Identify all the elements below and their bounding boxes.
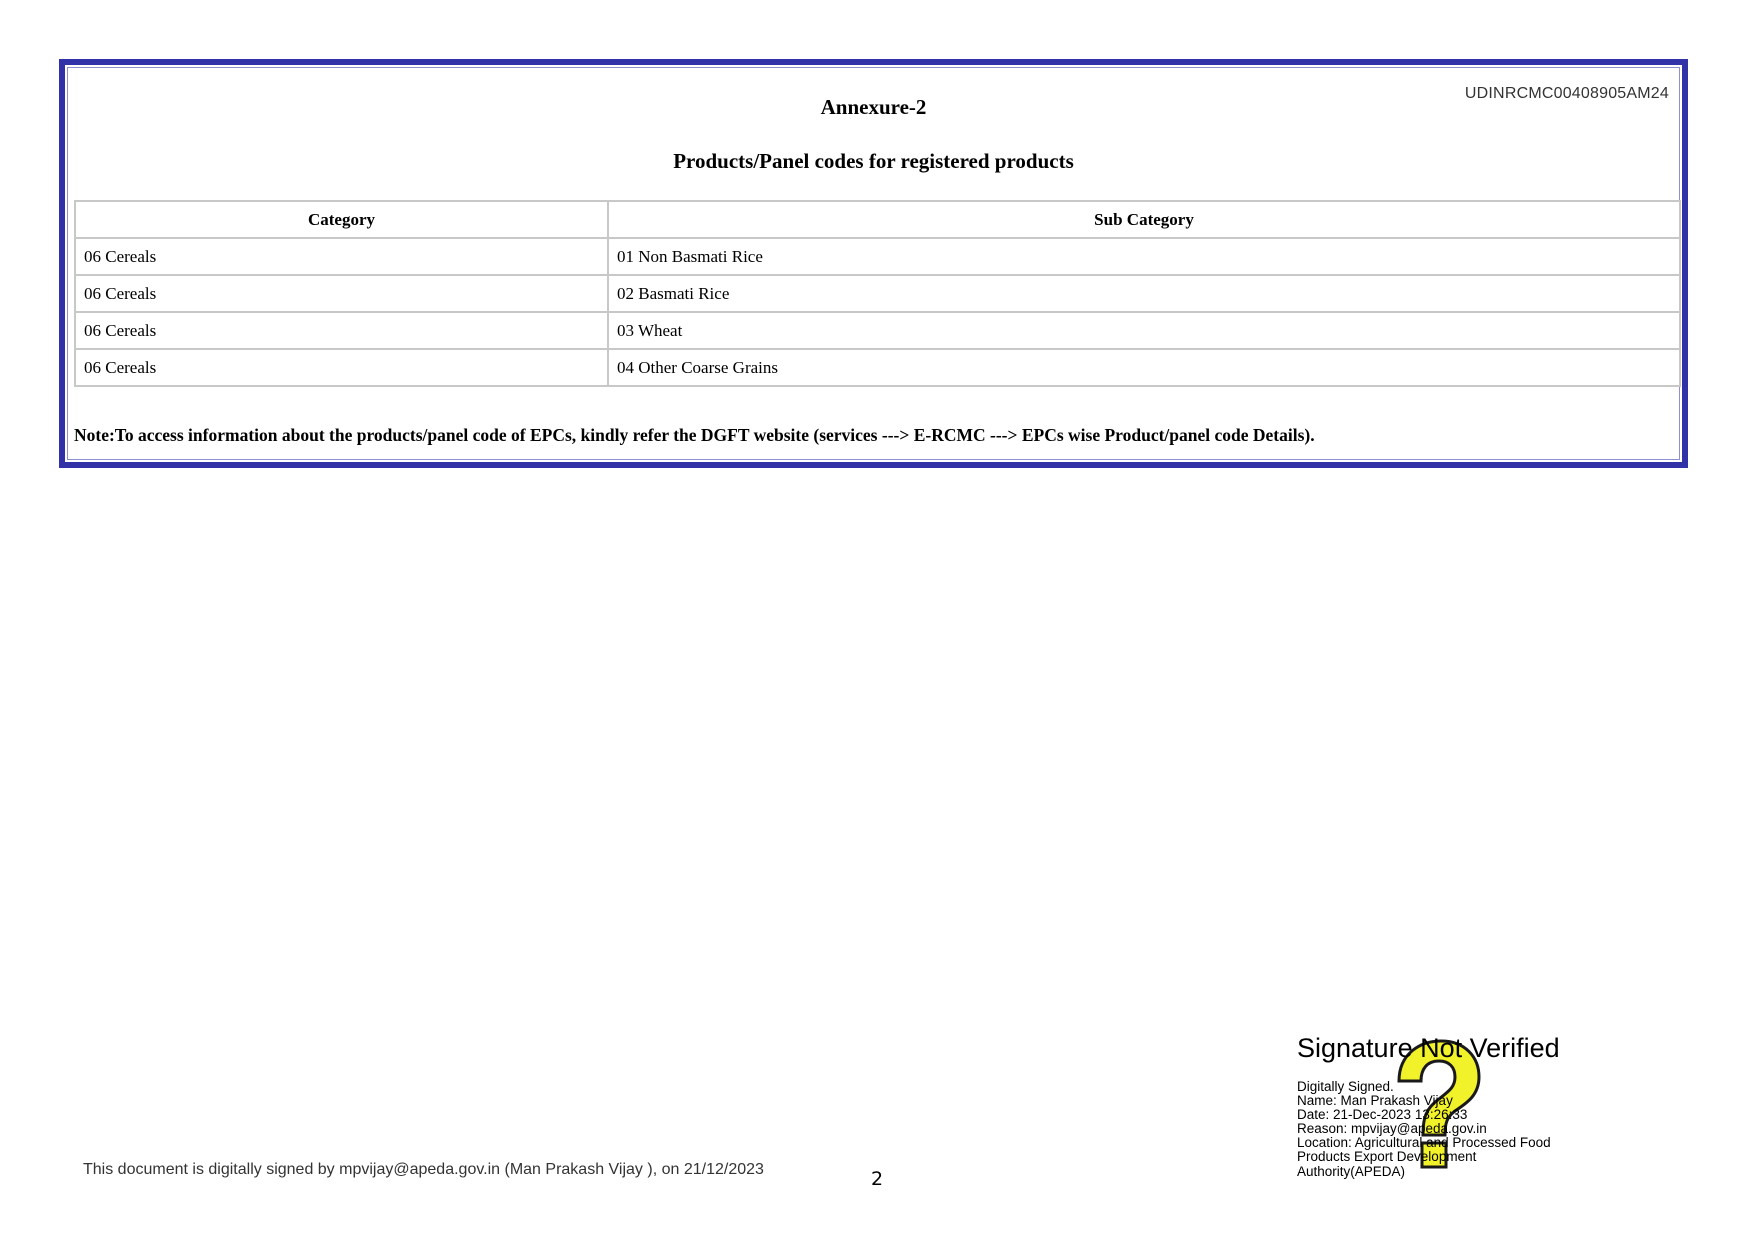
signature-detail-line: Date: 21-Dec-2023 13:26:33	[1297, 1107, 1468, 1123]
udin-number: UDINRCMC00408905AM24	[1464, 85, 1669, 102]
category-cell: 06 Cereals	[75, 312, 608, 349]
column-header-category: Category	[75, 201, 608, 238]
category-cell: 06 Cereals	[75, 238, 608, 275]
annexure-frame-inner	[67, 67, 1680, 460]
annexure-subtitle: Products/Panel codes for registered products	[673, 149, 1074, 173]
signature-detail-line: Products Export Development	[1297, 1149, 1477, 1165]
sub-category-cell: 02 Basmati Rice	[608, 275, 1680, 312]
signature-detail-line: Location: Agricultural and Processed Food	[1297, 1135, 1551, 1151]
category-cell: 06 Cereals	[75, 349, 608, 386]
sub-category-cell: 03 Wheat	[608, 312, 1680, 349]
signature-block	[1297, 1033, 1597, 1183]
table-row	[75, 275, 1680, 312]
table-header-row	[75, 201, 1680, 238]
column-header-sub-category: Sub Category	[608, 201, 1680, 238]
annexure-frame	[59, 59, 1688, 468]
page-number: 2	[871, 1168, 884, 1190]
signature-status: Signature Not Verified	[1297, 1033, 1560, 1063]
signature-detail-line: Digitally Signed.	[1297, 1079, 1394, 1094]
product-codes-table	[74, 200, 1681, 387]
signature-detail-line: Authority(APEDA)	[1297, 1163, 1406, 1179]
dgft-note: Note:To access information about the products/panel code of EPCs, kindly refer the DGFT website (services ---> E-RCMC ---> EPCs wise Product/panel code Details).	[74, 425, 1315, 445]
digital-signature-footer: This document is digitally signed by mpvijay@apeda.gov.in (Man Prakash Vijay ), on 21/12/2023	[83, 1161, 764, 1178]
signature-detail-line: Name: Man Prakash Vijay	[1297, 1093, 1453, 1109]
table-row	[75, 238, 1680, 275]
table-row	[75, 312, 1680, 349]
table-row	[75, 349, 1680, 386]
signature-detail-line: Reason: mpvijay@apeda.gov.in	[1297, 1121, 1487, 1137]
annexure-title: Annexure-2	[820, 95, 927, 119]
sub-category-cell: 04 Other Coarse Grains	[608, 349, 1680, 386]
signature-details	[1297, 1080, 1551, 1179]
category-cell: 06 Cereals	[75, 275, 608, 312]
sub-category-cell: 01 Non Basmati Rice	[608, 238, 1680, 275]
